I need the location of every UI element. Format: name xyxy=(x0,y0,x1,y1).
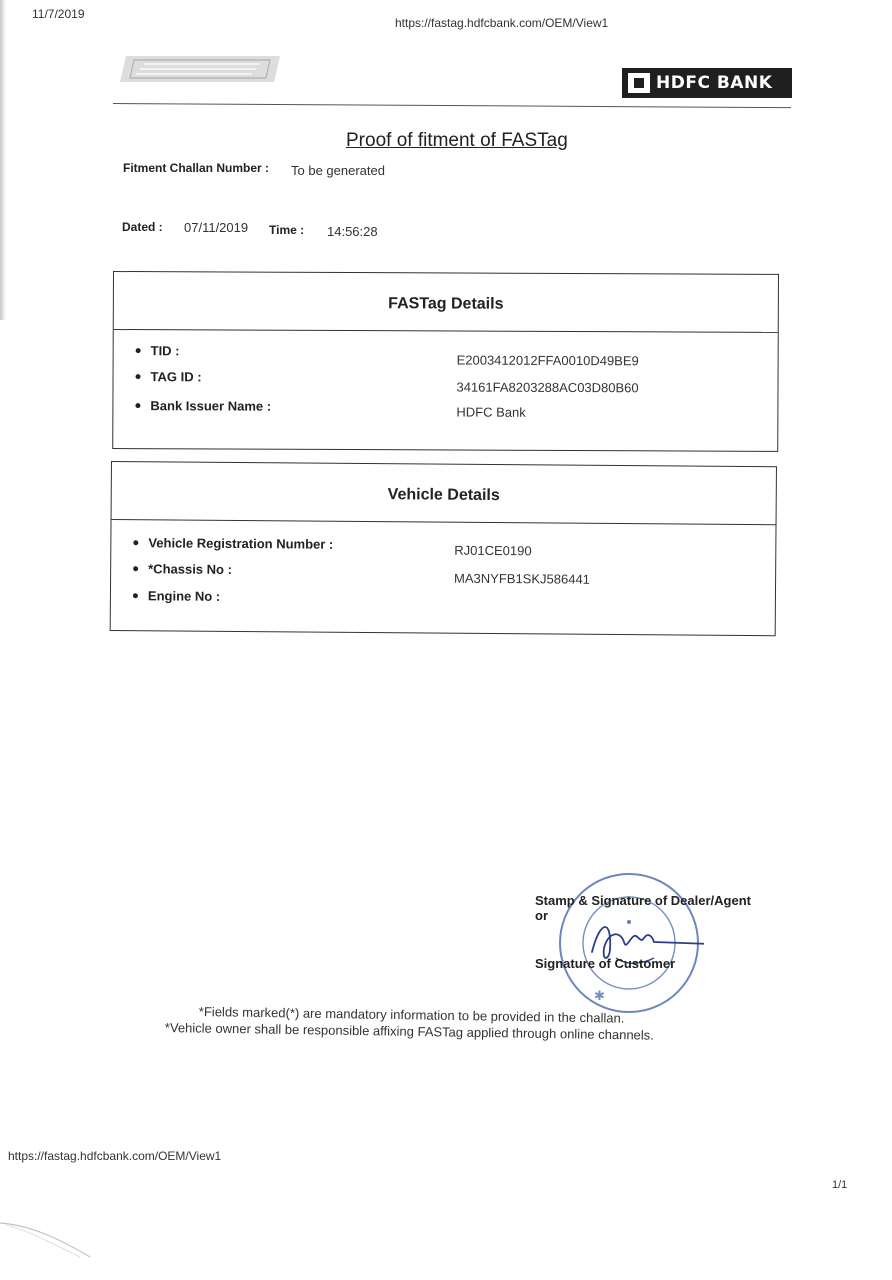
hdfc-bank-logo xyxy=(622,68,792,98)
bullet-icon xyxy=(133,593,138,598)
dated-label: Dated : xyxy=(122,220,163,234)
hdfc-mark-icon xyxy=(628,73,650,93)
vehicle-registration-label: Vehicle Registration Number : xyxy=(133,535,333,552)
fastag-logo xyxy=(120,52,280,86)
hdfc-bank-logo-text: HDFC BANK xyxy=(656,73,773,93)
vehicle-details-divider xyxy=(112,519,776,525)
fastag-details-heading: FASTag Details xyxy=(388,295,504,313)
scan-edge-shadow xyxy=(0,0,6,320)
scan-corner-artifact xyxy=(0,1205,100,1265)
engine-no-label: Engine No : xyxy=(133,588,220,604)
tid-label: TID : xyxy=(136,343,180,358)
chassis-no-value: MA3NYFB1SKJ586441 xyxy=(454,570,591,587)
page-number: 1/1 xyxy=(832,1179,848,1191)
tag-id-value: 34161FA8203288AC03D80B60 xyxy=(456,379,639,396)
bullet-icon xyxy=(136,348,141,353)
print-date: 11/7/2019 xyxy=(32,7,85,21)
print-url-header: https://fastag.hdfcbank.com/OEM/View1 xyxy=(395,16,609,30)
dealer-stamp xyxy=(554,868,704,1018)
dealer-signature-label: Stamp & Signature of Dealer/Agent xyxy=(535,893,751,908)
bank-issuer-label: Bank Issuer Name : xyxy=(135,398,271,414)
challan-label: Fitment Challan Number : xyxy=(123,161,270,175)
vehicle-registration-value: RJ01CE0190 xyxy=(454,542,532,559)
tag-id-label: TAG ID : xyxy=(136,369,202,384)
bullet-icon xyxy=(133,566,138,571)
chassis-no-label: *Chassis No : xyxy=(133,561,232,577)
fastag-details-divider xyxy=(114,329,778,333)
document-title: Proof of fitment of FASTag xyxy=(346,130,568,151)
bank-issuer-value: HDFC Bank xyxy=(456,404,526,420)
print-url-footer: https://fastag.hdfcbank.com/OEM/View1 xyxy=(8,1149,222,1163)
fastag-details-box xyxy=(112,271,779,452)
time-label: Time : xyxy=(269,223,305,237)
time-value: 14:56:28 xyxy=(327,224,378,239)
bullet-icon xyxy=(133,540,138,545)
header-divider xyxy=(113,103,791,108)
or-label: or xyxy=(535,908,548,923)
challan-value: To be generated xyxy=(291,163,385,178)
footnote-owner-responsibility: *Vehicle owner shall be responsible affixing FASTag applied through online channels. xyxy=(164,1020,654,1043)
dated-value: 07/11/2019 xyxy=(184,220,249,235)
footnote-mandatory-fields: *Fields marked(*) are mandatory information to be provided in the challan. xyxy=(198,1004,625,1026)
customer-signature-label: Signature of Customer xyxy=(535,956,676,971)
bullet-icon xyxy=(135,403,140,408)
tid-value: E2003412012FFA0010D49BE9 xyxy=(456,352,639,369)
vehicle-details-heading: Vehicle Details xyxy=(387,486,500,505)
svg-text:✱: ✱ xyxy=(594,989,605,1004)
vehicle-details-box xyxy=(110,461,777,636)
bullet-icon xyxy=(136,374,141,379)
